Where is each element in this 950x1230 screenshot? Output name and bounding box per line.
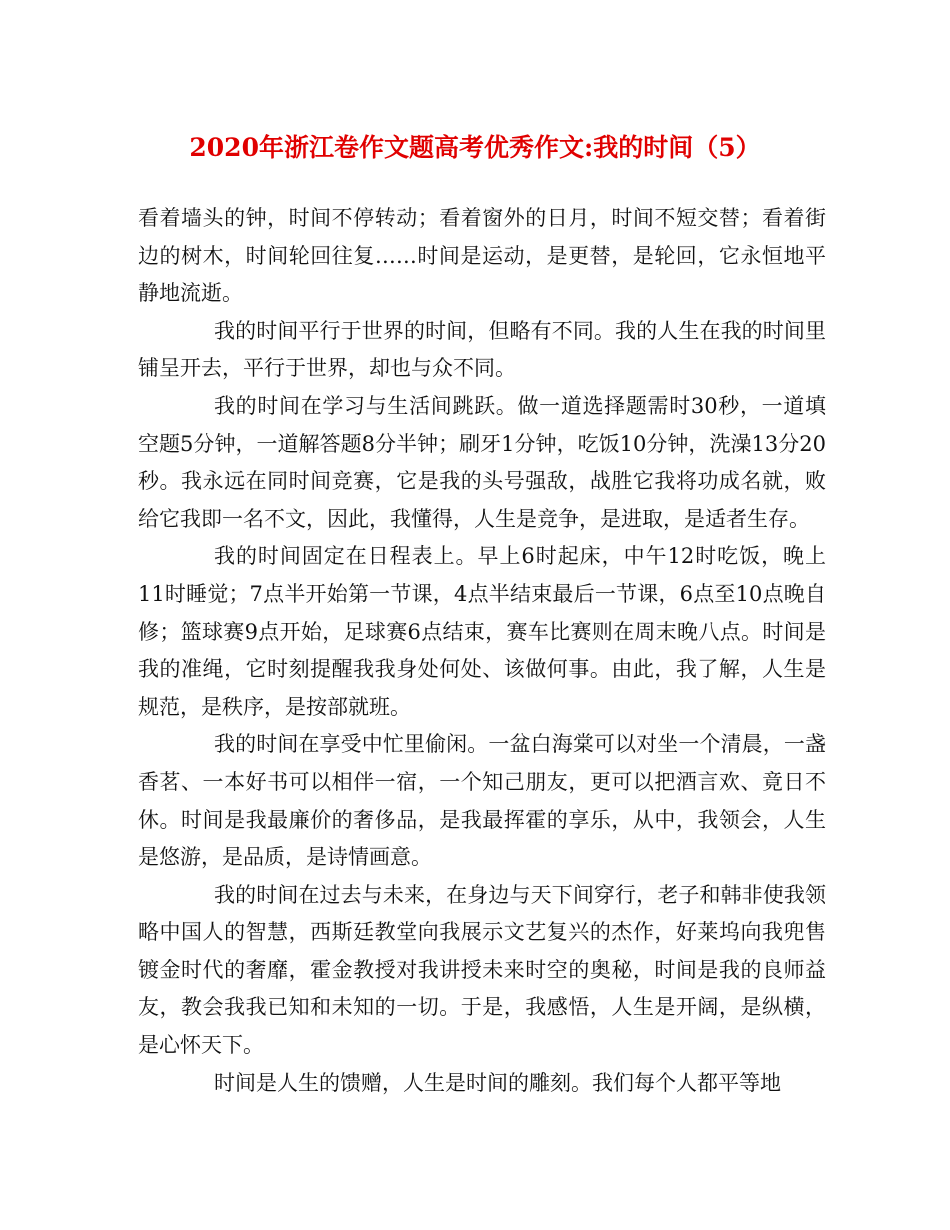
paragraph-5: 我的时间在享受中忙里偷闲。一盆白海棠可以对坐一个清晨，一盏香茗、一本好书可以相伴一宿，一个知己朋友，更可以把酒言欢、竟日不休。时间是我最廉价的奢侈品，是我最挥霍的享乐，从中，我领会，人生是悠游，是品质，是诗情画意。: [138, 732, 826, 870]
paragraph-1: 看着墙头的钟，时间不停转动；看着窗外的日月，时间不短交替；看着街边的树木，时间轮回往复……时间是运动，是更替，是轮回，它永恒地平静地流逝。: [138, 206, 826, 306]
document-title: 2020年浙江卷作文题高考优秀作文:我的时间（5）: [189, 133, 761, 162]
paragraph-2: 我的时间平行于世界的时间，但略有不同。我的人生在我的时间里铺呈开去，平行于世界，却也与众不同。: [138, 318, 826, 381]
paragraph-6: 我的时间在过去与未来，在身边与天下间穿行，老子和韩非使我领略中国人的智慧，西斯廷教堂向我展示文艺复兴的杰作，好莱坞向我兜售镀金时代的奢靡，霍金教授对我讲授未来时空的奥秘，时间是我的良师益友，教会我我已知和未知的一切。于是，我感悟，人生是开阔，是纵横，是心怀天下。: [138, 882, 826, 1058]
paragraph-4: 我的时间固定在日程表上。早上6时起床，中午12时吃饭，晚上11时睡觉；7点半开始第一节课，4点半结束最后一节课，6点至10点晚自修；篮球赛9点开始，足球赛6点结束，赛车比赛则在周末晚八点。时间是我的准绳，它时刻提醒我我身处何处、该做何事。由此，我了解，人生是规范，是秩序，是按部就班。: [138, 544, 826, 719]
paragraph-7: 时间是人生的馈赠，人生是时间的雕刻。我们每个人都平等地: [214, 1070, 781, 1095]
paragraph-3: 我的时间在学习与生活间跳跃。做一道选择题需时30秒，一道填空题5分钟，一道解答题8分半钟；刷牙1分钟，吃饭10分钟，洗澡13分20秒。我永远在同时间竞赛，它是我的头号强敌，战胜它我将功成名就，败给它我即一名不文，因此，我懂得，人生是竞争，是进取，是适者生存。: [138, 393, 826, 531]
document-body: [138, 200, 826, 1102]
